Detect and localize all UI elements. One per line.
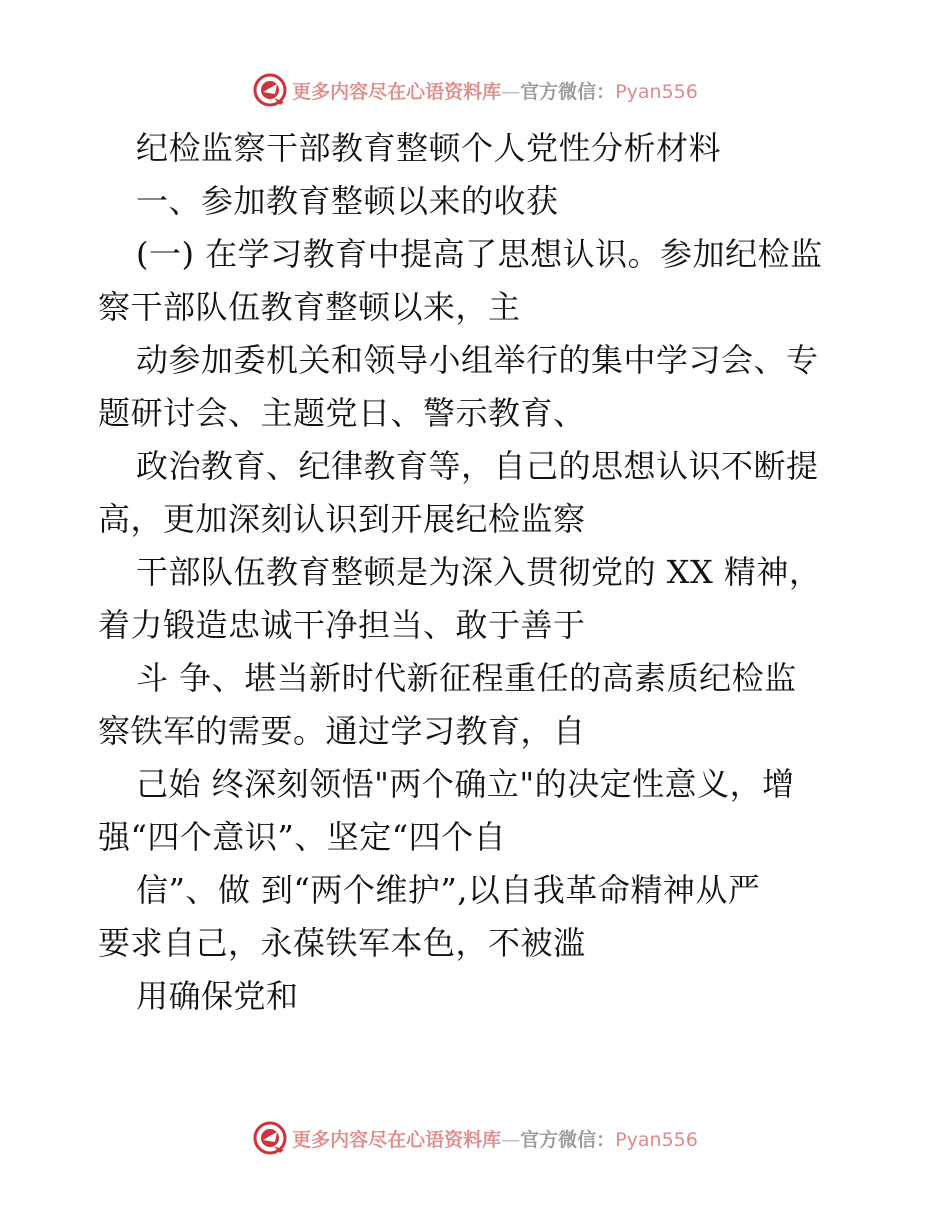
document-line: 政治教育、纪律教育等，自己的思想认识不断提 (136, 447, 819, 485)
document-line: 一、参加教育整顿以来的收获 (136, 182, 559, 220)
footer-banner-text (292, 1125, 698, 1152)
footer-banner-wechat-id: Pyan556 (615, 1128, 698, 1151)
document-body (98, 122, 858, 1023)
document-line: 察铁军的需要。通过学习教育，自 (98, 712, 586, 750)
document-line: 斗 争、堪当新时代新征程重任的高素质纪检监 (136, 659, 797, 697)
header-banner (0, 70, 950, 110)
brand-logo-icon (252, 1120, 288, 1156)
document-line: 用确保党和 (136, 977, 299, 1015)
document-line: 高，更加深刻认识到开展纪检监察 (98, 500, 586, 538)
header-banner-separator: — (501, 80, 521, 103)
document-line: 着力锻造忠诚干净担当、敢于善于 (98, 606, 586, 644)
header-banner-wechat-label: 官方微信： (520, 80, 616, 103)
document-line: 动参加委机关和领导小组举行的集中学习会、专 (136, 341, 819, 379)
document-line: 干部队伍教育整顿是为深入贯彻党的 XX 精神， (136, 553, 822, 591)
document-line: 己始 终深刻领悟"两个确立"的决定性意义，增 (136, 765, 795, 803)
document-line: 信”、做 到“两个维护”,以自我革命精神从严 (136, 871, 761, 909)
footer-banner-main: 更多内容尽在心语资料库 (292, 1128, 502, 1151)
header-banner-main: 更多内容尽在心语资料库 (292, 80, 502, 103)
brand-logo-icon (252, 72, 288, 108)
document-line: (一) 在学习教育中提高了思想认识。参加纪检监 (136, 235, 823, 273)
footer-banner-separator: — (501, 1128, 521, 1151)
header-banner-wechat-id: Pyan556 (615, 80, 698, 103)
footer-banner (0, 1118, 950, 1158)
document-line: 要求自己，永葆铁军本色，不被滥 (98, 924, 586, 962)
document-line: 察干部队伍教育整顿以来，主 (98, 288, 521, 326)
footer-banner-wechat-label: 官方微信： (520, 1128, 616, 1151)
header-banner-text (292, 77, 698, 104)
document-line: 题研讨会、主题党日、警示教育、 (98, 394, 586, 432)
document-line: 纪检监察干部教育整顿个人党性分析材料 (136, 129, 722, 167)
document-line: 强“四个意识”、坚定“四个自 (98, 818, 507, 856)
